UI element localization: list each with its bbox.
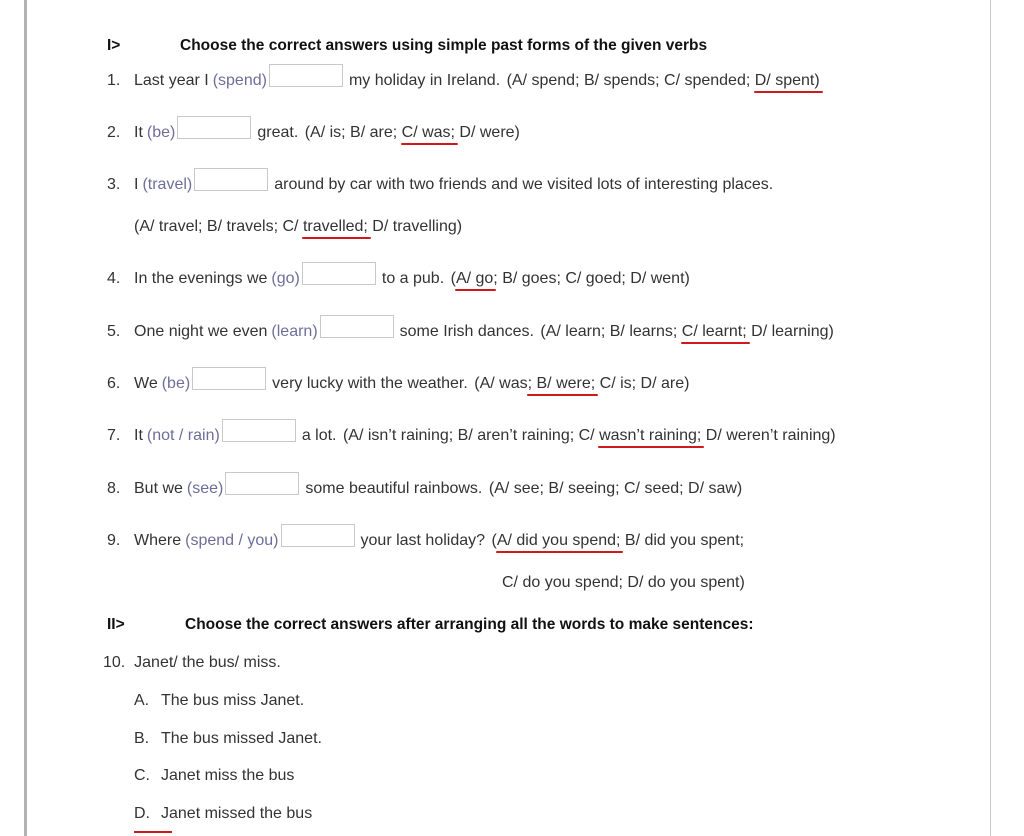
question-text-pre: I bbox=[134, 176, 139, 193]
question-number: 5. bbox=[107, 323, 121, 340]
question-number: 8. bbox=[107, 480, 121, 497]
answer-input-box[interactable] bbox=[194, 168, 268, 191]
choice-text: Janet missed the bus bbox=[161, 805, 313, 822]
question-6 bbox=[107, 371, 689, 397]
verb-hint: (be) bbox=[161, 375, 191, 392]
question-text-pre: One night we even bbox=[134, 323, 268, 340]
option-text: C/ is; D/ are) bbox=[595, 375, 690, 392]
question-7 bbox=[107, 423, 836, 449]
answer-input-box[interactable] bbox=[192, 367, 266, 390]
marked-correct-option: ; B/ were; bbox=[527, 375, 596, 392]
question-number: 10. bbox=[103, 654, 126, 671]
section-1-title: Choose the correct answers using simple past forms of the given verbs bbox=[180, 37, 708, 54]
verb-hint: (be) bbox=[146, 124, 176, 141]
question-text-post: some Irish dances. bbox=[399, 323, 534, 340]
question-text-pre: We bbox=[134, 375, 158, 392]
answer-input-box[interactable] bbox=[302, 262, 376, 285]
verb-hint: (go) bbox=[271, 270, 300, 287]
answer-options bbox=[540, 319, 833, 345]
verb-hint: (not / rain) bbox=[146, 427, 220, 444]
marked-correct-option: C/ learnt; bbox=[681, 323, 747, 340]
option-text: (A/ is; B/ are; bbox=[304, 124, 402, 141]
option-text: D/ weren’t raining) bbox=[701, 427, 836, 444]
question-number: 7. bbox=[107, 427, 121, 444]
option-text: ( bbox=[450, 270, 456, 287]
question-text-post: my holiday in Ireland. bbox=[348, 72, 501, 89]
section-2-numeral: II> bbox=[107, 616, 125, 633]
question-text-post: around by car with two friends and we visited lots of interesting places. bbox=[274, 176, 774, 193]
option-text: ( bbox=[491, 532, 497, 549]
question-number: 6. bbox=[107, 375, 121, 392]
verb-hint: (learn) bbox=[271, 323, 318, 340]
question-text-pre: Last year I bbox=[134, 72, 209, 89]
option-text: (A/ was bbox=[474, 375, 528, 392]
question-3 bbox=[107, 172, 773, 198]
choice-d-marked-correct[interactable] bbox=[134, 801, 312, 827]
question-4 bbox=[107, 266, 690, 292]
choice-text: The bus missed Janet. bbox=[161, 730, 322, 747]
marked-correct-option: C/ was; bbox=[401, 124, 455, 141]
choice-letter: C. bbox=[134, 767, 150, 784]
answer-options bbox=[451, 266, 690, 292]
question-1 bbox=[107, 68, 820, 94]
marked-correct-option: wasn’t raining; bbox=[599, 427, 702, 444]
option-text: (A/ isn’t raining; B/ aren’t raining; C/ bbox=[342, 427, 600, 444]
option-text: D/ travelling) bbox=[367, 218, 463, 235]
option-text: (A/ travel; B/ travels; C/ bbox=[134, 218, 303, 235]
choice-letter: D. bbox=[134, 805, 150, 822]
answer-options bbox=[343, 423, 836, 449]
verb-hint: (spend / you) bbox=[185, 532, 279, 549]
verb-hint: (see) bbox=[186, 480, 224, 497]
question-number: 4. bbox=[107, 270, 121, 287]
verb-hint: (travel) bbox=[142, 176, 193, 193]
question-text-post: great. bbox=[257, 124, 299, 141]
question-3-options bbox=[134, 214, 462, 240]
choice-letter: B. bbox=[134, 730, 150, 747]
verb-hint: (spend) bbox=[212, 72, 267, 89]
question-text-post: some beautiful rainbows. bbox=[305, 480, 483, 497]
choice-text: The bus miss Janet. bbox=[161, 692, 305, 709]
section-1-numeral: I> bbox=[107, 37, 121, 54]
question-8 bbox=[107, 476, 742, 502]
option-text: (A/ spend; B/ spends; C/ spended; bbox=[506, 72, 755, 89]
option-text: ; B/ goes; C/ goed; D/ went) bbox=[493, 270, 690, 287]
question-text-post: to a pub. bbox=[381, 270, 445, 287]
question-9 bbox=[107, 528, 744, 554]
answer-input-box[interactable] bbox=[269, 64, 343, 87]
question-number: 3. bbox=[107, 176, 121, 193]
marked-correct-option: travelled; bbox=[302, 218, 368, 235]
question-text-pre: Where bbox=[134, 532, 182, 549]
answer-options bbox=[474, 371, 689, 397]
question-text-post: a lot. bbox=[301, 427, 337, 444]
option-text: B/ did you spent; bbox=[620, 532, 745, 549]
marked-correct-option: A/ go bbox=[455, 270, 494, 287]
answer-input-box[interactable] bbox=[177, 116, 251, 139]
question-text-pre: In the evenings we bbox=[134, 270, 268, 287]
section-2-title: Choose the correct answers after arranging all the words to make sentences: bbox=[185, 616, 754, 633]
answer-input-box[interactable] bbox=[225, 472, 299, 495]
answer-input-box[interactable] bbox=[222, 419, 296, 442]
question-text-pre: It bbox=[134, 427, 143, 444]
answer-input-box[interactable] bbox=[281, 524, 355, 547]
choice-letter: A. bbox=[134, 692, 150, 709]
answer-input-box[interactable] bbox=[320, 315, 394, 338]
answer-options bbox=[491, 528, 744, 554]
question-number: 9. bbox=[107, 532, 121, 549]
marked-correct-option: A/ did you spend; bbox=[496, 532, 621, 549]
choice-text: Janet miss the bus bbox=[161, 767, 295, 784]
question-number: 1. bbox=[107, 72, 121, 89]
page-right-edge bbox=[990, 0, 991, 836]
question-9-options-continued: C/ do you spend; D/ do you spent) bbox=[502, 574, 745, 591]
question-5 bbox=[107, 319, 834, 345]
option-text: (A/ learn; B/ learns; bbox=[540, 323, 682, 340]
question-number: 2. bbox=[107, 124, 121, 141]
choice-c[interactable] bbox=[134, 763, 294, 789]
page-left-edge bbox=[24, 0, 27, 836]
question-2 bbox=[107, 120, 520, 146]
answer-options bbox=[507, 68, 820, 94]
option-text: D/ were) bbox=[454, 124, 520, 141]
answer-options bbox=[305, 120, 520, 146]
question-text-post: your last holiday? bbox=[360, 532, 486, 549]
choice-b[interactable] bbox=[134, 726, 322, 752]
answer-options: (A/ see; B/ seeing; C/ seed; D/ saw) bbox=[488, 480, 743, 497]
choice-a[interactable] bbox=[134, 688, 304, 714]
question-prompt: Janet/ the bus/ miss. bbox=[134, 654, 281, 671]
question-text-post: very lucky with the weather. bbox=[272, 375, 468, 392]
question-10 bbox=[103, 650, 281, 676]
question-text-pre: It bbox=[134, 124, 143, 141]
marked-correct-option: D/ spent) bbox=[754, 72, 820, 89]
question-text-pre: But we bbox=[134, 480, 183, 497]
option-text: D/ learning) bbox=[746, 323, 834, 340]
